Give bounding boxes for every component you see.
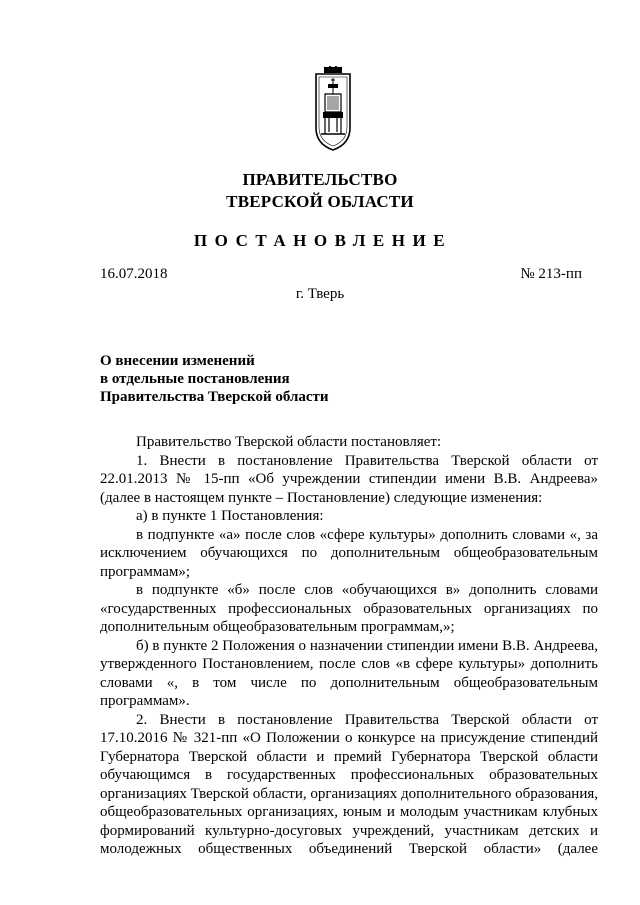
body-paragraph: в подпункте «б» после слов «обучающихся в» дополнить словами «государственных профессиональных образовательных организациях по дополнительным общеобразовательным программам,»; (100, 582, 598, 635)
subject-line: в отдельные постановления (100, 371, 290, 387)
body-paragraph: а) в пункте 1 Постановления: (136, 508, 324, 524)
document-date: 16.07.2018 (100, 266, 168, 282)
document-number: № 213-пп (520, 266, 582, 282)
organization-name-line1: ПРАВИТЕЛЬСТВО (242, 170, 398, 189)
subject-line: Правительства Тверской области (100, 389, 329, 405)
body-paragraph: 2. Внести в постановление Правительства Тверской области от 17.10.2016 № 321-пп «О Положении о конкурсе на присуждение стипендий Губернатора Тверской области и премий Губернатора Тверской области обучающимся в государственных профессиональных образовательных организациях Тверской области, организациях дополнительного образования, общеобразовательных организациях, юным и молодым участникам клубных формирований культурно-досуговых учреждений, участникам детских и молодежных общественных объединений Тверской области» (далее (100, 711, 598, 857)
body-paragraph: в подпункте «а» после слов «сфере культуры» дополнить словами «, за исключением обучающихся по дополнительным общеобразовательным программам»; (100, 526, 598, 580)
document-subject (100, 352, 329, 406)
document-type-title: ПОСТАНОВЛЕНИЕ (193, 231, 453, 250)
organization-name-line2: ТВЕРСКОЙ ОБЛАСТИ (226, 192, 414, 211)
body-paragraph: Правительство Тверской области постановляет: (136, 434, 442, 450)
body-paragraph: 1. Внести в постановление Правительства Тверской области от 22.01.2013 № 15-пп «Об учреждении стипендии имени В.В. Андреева» (далее в настоящем пункте – Постановление) следующие изменения: (100, 452, 598, 506)
document-body (100, 433, 598, 859)
subject-line: О внесении изменений (100, 353, 255, 369)
document-city: г. Тверь (295, 286, 345, 302)
body-paragraph: б) в пункте 2 Положения о назначении стипендии имени В.В. Андреева, утвержденного Постановлением, после слов «в сфере культуры» дополнить словами «, в том числе по дополнительным общеобразовательным программам». (100, 637, 598, 709)
coat-of-arms-emblem (311, 66, 355, 152)
